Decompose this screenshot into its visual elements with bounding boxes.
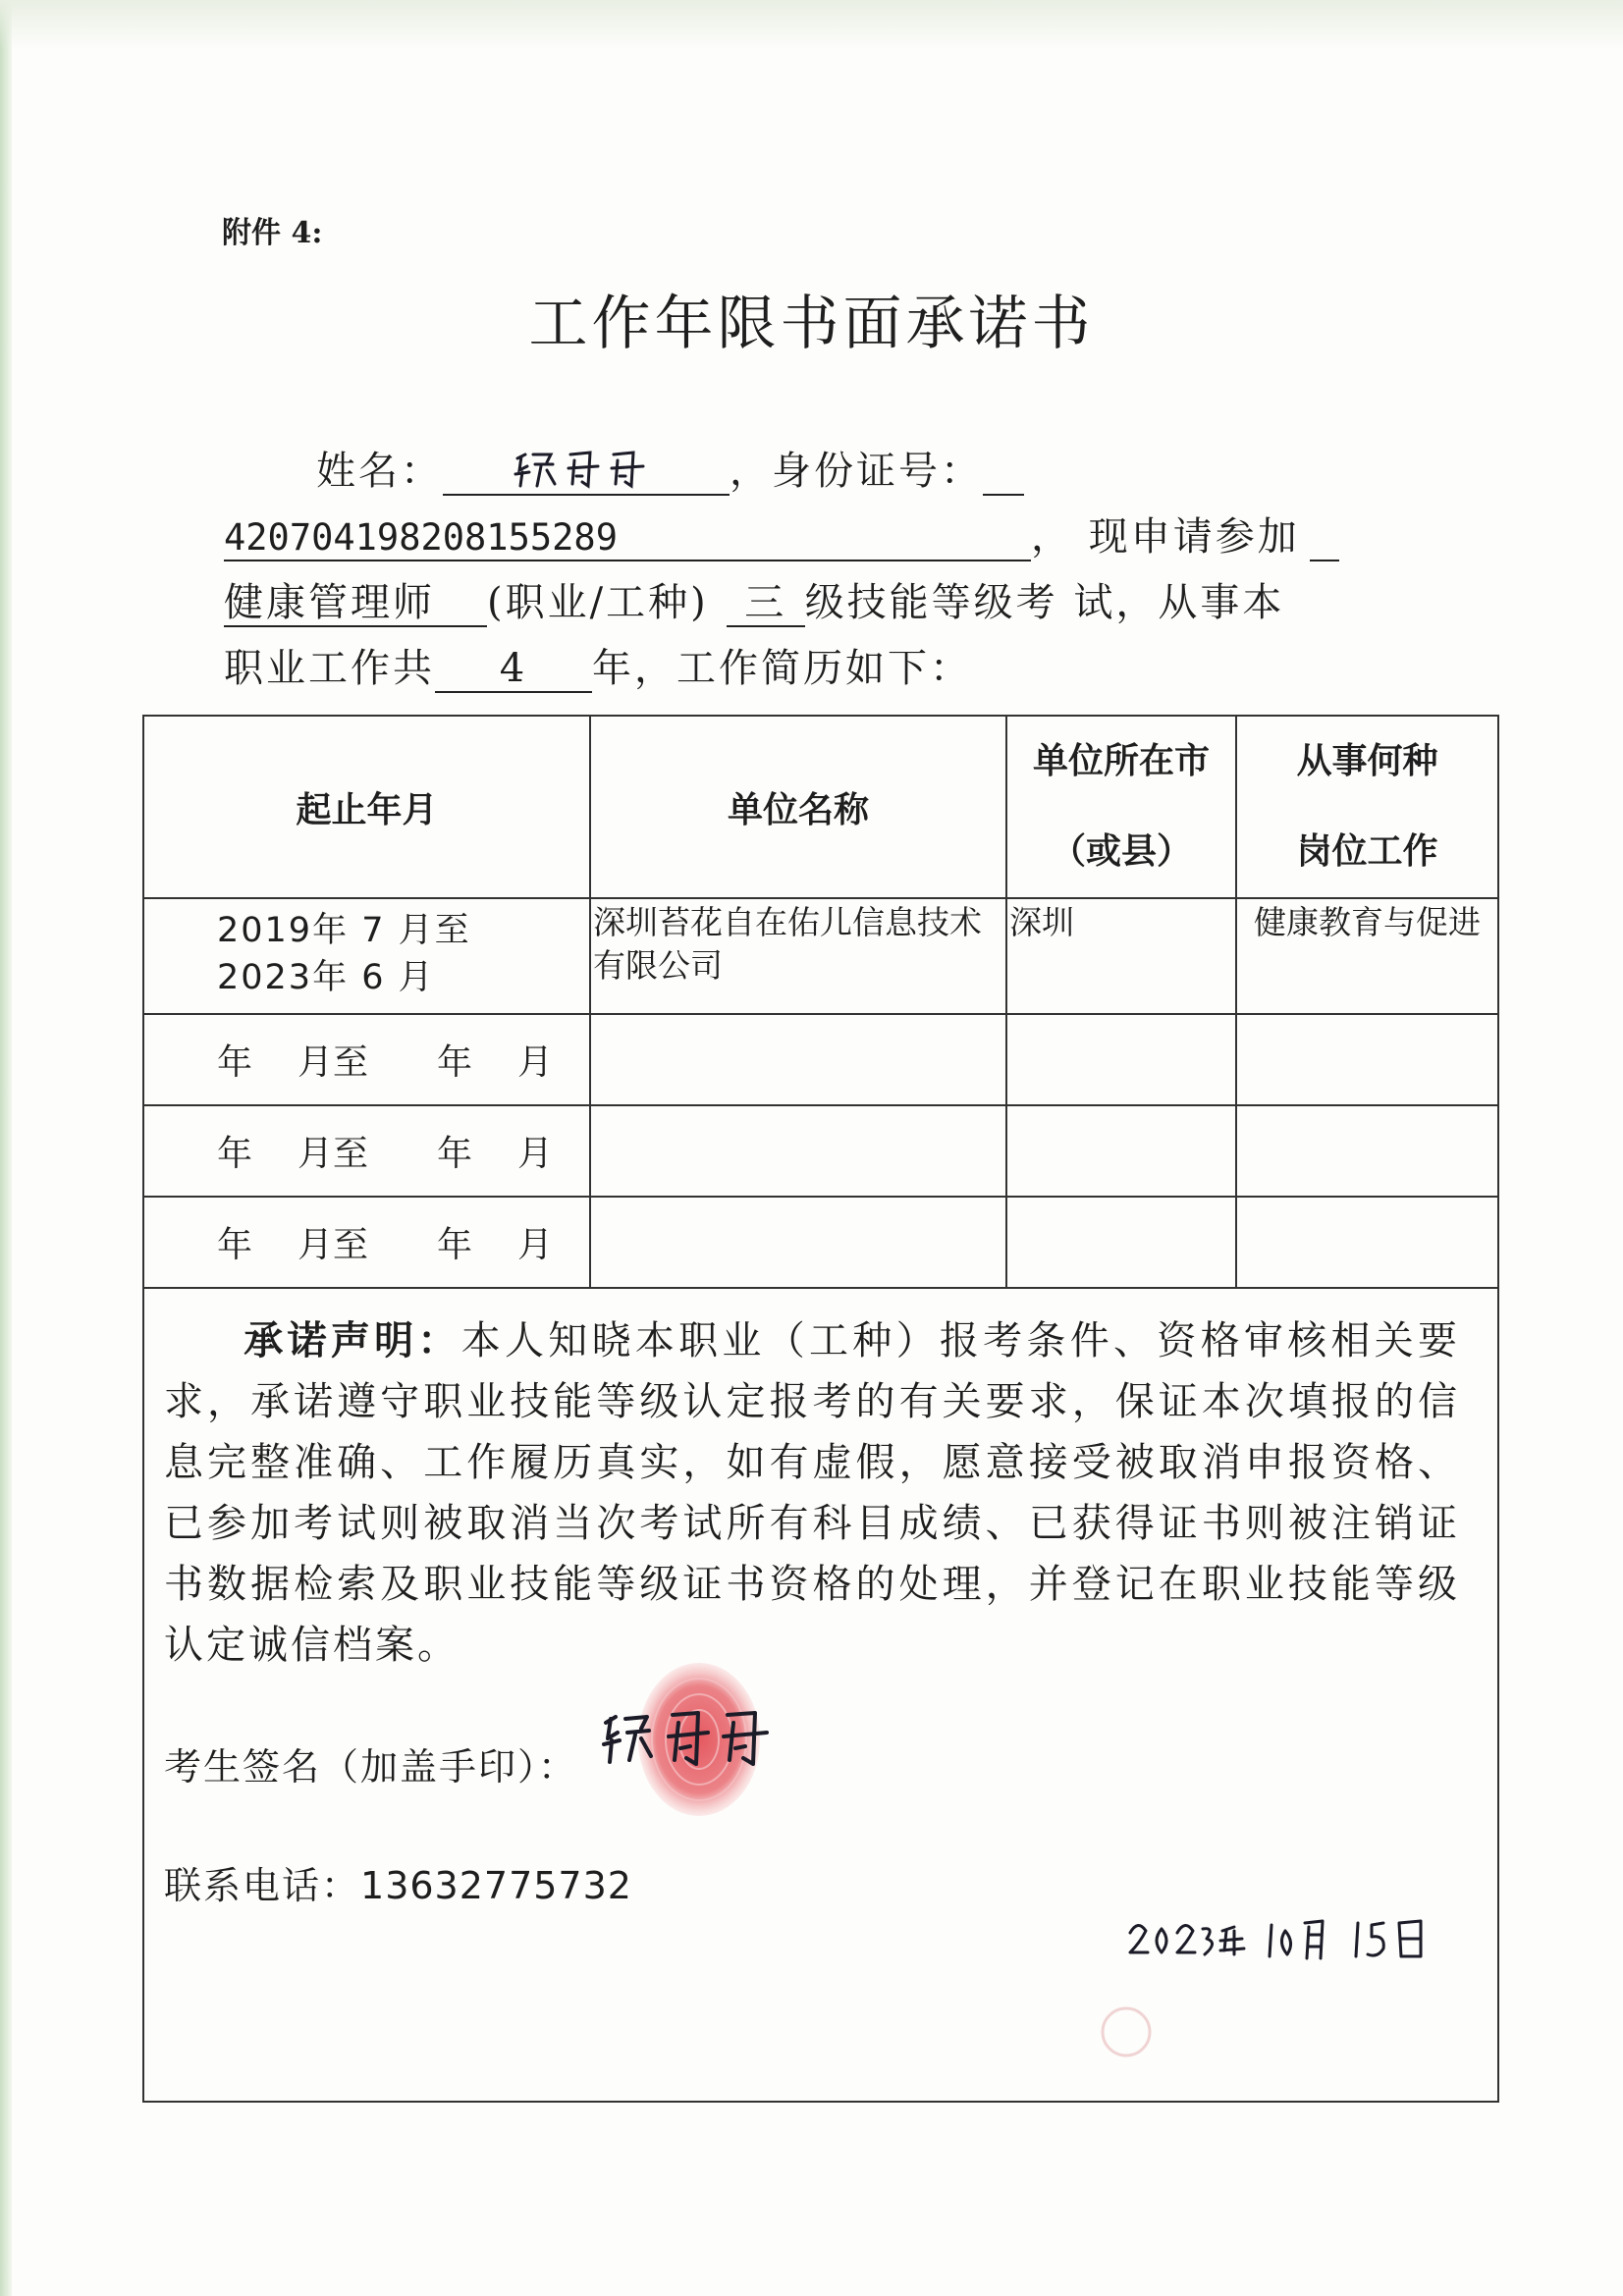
row-period-empty: 年 月至 年 月 — [143, 1014, 590, 1105]
name-label: 姓名： — [316, 449, 443, 494]
header-post-line2: 岗位工作 — [1296, 831, 1438, 872]
faint-stamp — [1097, 2002, 1156, 2061]
level-suffix: 级技能等级考 试，从事本 — [804, 580, 1285, 625]
table-header-row — [143, 716, 1498, 898]
document-title: 工作年限书面承诺书 — [528, 290, 1095, 358]
attachment-label: 附件 4: — [222, 216, 323, 250]
handwritten-name — [512, 447, 659, 492]
row-city-empty — [1006, 1105, 1236, 1197]
intro-line-3 — [224, 571, 1284, 627]
header-city-line1: 单位所在市 — [1032, 741, 1210, 781]
phone-label: 联系电话： — [164, 1864, 361, 1907]
header-city-line2: （或县） — [1050, 831, 1192, 872]
row-period-empty: 年 月至 年 月 — [143, 1197, 590, 1288]
header-period: 起止年月 — [143, 716, 590, 898]
intro-line-1 — [316, 440, 1024, 496]
row-city: 深圳 — [1006, 898, 1236, 1014]
name-field — [443, 447, 730, 496]
skill-level: 三 — [727, 580, 805, 627]
id-number: 420704198208155289 — [224, 517, 1031, 561]
row-post-empty — [1236, 1105, 1498, 1197]
header-city — [1006, 716, 1236, 898]
apply-text: ， 现申请参加 — [1031, 514, 1300, 560]
row-post-empty — [1236, 1197, 1498, 1288]
header-company: 单位名称 — [590, 716, 1006, 898]
pledge-row — [143, 1288, 1498, 2102]
handwritten-date — [1126, 1909, 1450, 1978]
work-history-table — [142, 715, 1499, 2103]
phone-number: 13632775732 — [360, 1864, 632, 1907]
row-city-empty — [1006, 1014, 1236, 1105]
row-period: 2019年 7 月至 2023年 6 月 — [143, 898, 590, 1014]
scan-shadow — [0, 0, 1623, 49]
years-suffix: 年，工作简历如下： — [592, 646, 972, 691]
pledge-label: 承诺声明： — [243, 1317, 461, 1363]
intro-line-4 — [224, 637, 972, 693]
row-city-empty — [1006, 1197, 1236, 1288]
table-row — [143, 898, 1498, 1014]
header-post — [1236, 716, 1498, 898]
intro-line-2 — [224, 506, 1339, 561]
table-row — [143, 1197, 1498, 1288]
phone-line — [164, 1855, 632, 1909]
row-post-empty — [1236, 1014, 1498, 1105]
occupation-suffix: (职业/工种) — [487, 580, 709, 625]
row-company: 深圳苔花自在佑儿信息技术有限公司 — [590, 898, 1006, 1014]
signature-label: 考生签名（加盖手印）： — [164, 1745, 578, 1789]
header-post-line1: 从事何种 — [1296, 741, 1438, 781]
pledge-text: 本人知晓本职业（工种）报考条件、资格审核相关要求，承诺遵守职业技能等级认定报考的有关要求，保证本次填报的信息完整准确、工作履历真实，如有虚假，愿意接受被取消申报资格、已参加考试则被取消当次考试所有科目成绩、已获得证书则被注销证书数据检索及职业技能等级证书资格的处理，并登记在职业技能等级认定诚信档案。 — [164, 1318, 1461, 1668]
years-count: 4 — [435, 646, 592, 693]
row-post: 健康教育与促进 — [1236, 898, 1498, 1014]
table-row — [143, 1014, 1498, 1105]
table-row — [143, 1105, 1498, 1197]
occupation: 健康管理师 — [224, 580, 487, 627]
row-company-empty — [590, 1014, 1006, 1105]
row-company-empty — [590, 1197, 1006, 1288]
handwritten-signature — [598, 1705, 784, 1784]
id-label: ，身份证号： — [730, 449, 983, 494]
pledge-paragraph — [164, 1310, 1460, 1676]
occupation-field-start — [1310, 516, 1339, 561]
row-period-empty: 年 月至 年 月 — [143, 1105, 590, 1197]
row-company-empty — [590, 1105, 1006, 1197]
id-field-start — [983, 449, 1024, 496]
years-prefix: 职业工作共 — [224, 646, 435, 691]
pledge-cell — [143, 1288, 1498, 2102]
signature-line — [164, 1736, 577, 1790]
